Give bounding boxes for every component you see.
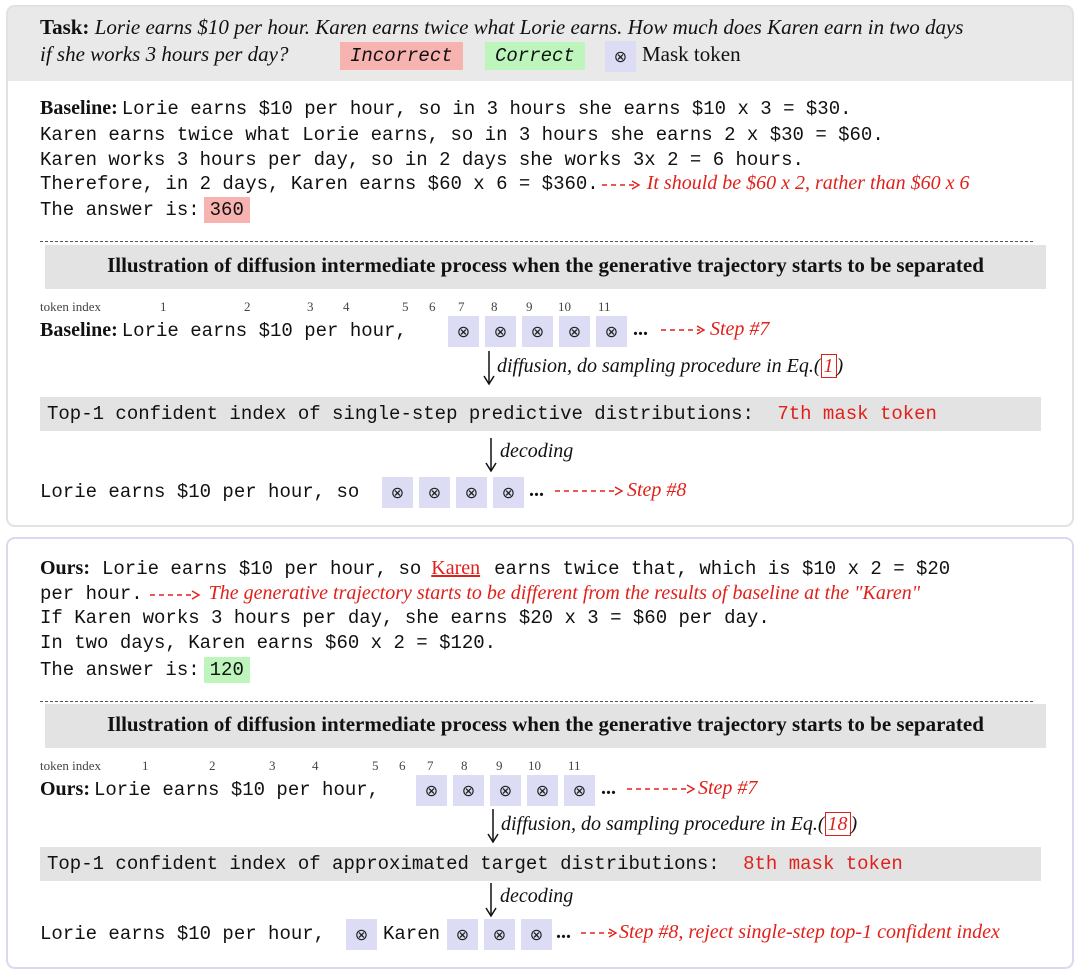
- baseline-step7-note: Step #7: [710, 318, 770, 340]
- ours-diffusion-close: ): [850, 813, 858, 835]
- baseline-line-3: Karen works 3 hours per day, so in 2 days she works 3x 2 = 6 hours.: [40, 149, 804, 171]
- token-index: 7: [458, 299, 465, 314]
- ours-line-1: [40, 557, 950, 580]
- mask-token: ⊗: [456, 477, 487, 508]
- ours-answer-label: The answer is:: [40, 659, 200, 681]
- baseline-label: Baseline:: [40, 97, 118, 119]
- ours-illustration-bar: [45, 704, 1046, 748]
- baseline-top1-bar: [40, 397, 1041, 431]
- separator: [40, 241, 1033, 242]
- dashed-arrow-icon: [660, 324, 708, 336]
- legend-mask-label: Mask token: [642, 42, 741, 66]
- down-arrow-icon: [482, 350, 496, 386]
- mask-token: ⊗: [416, 775, 447, 806]
- mask-token: ⊗: [522, 316, 553, 347]
- token-index: 1: [160, 299, 167, 314]
- ours-step7-label: Ours:: [40, 778, 90, 800]
- ours-text-1b: earns twice that, which is $10 x 2 = $20: [494, 558, 951, 580]
- token-index: 11: [598, 299, 611, 314]
- task-text-2: if she works 3 hours per day?: [40, 42, 289, 66]
- token-index: 9: [526, 299, 533, 314]
- token-index-label: token index: [40, 299, 102, 314]
- ours-top1-text: Top-1 confident index of approximated target distributions:: [47, 853, 720, 875]
- task-line-1: [40, 15, 963, 40]
- token-index: 4: [343, 299, 350, 314]
- baseline-answer-row: [40, 199, 250, 221]
- baseline-answer-value: 360: [204, 197, 250, 223]
- ours-line-3: If Karen works 3 hours per day, she earns $20 x 3 = $60 per day.: [40, 607, 770, 629]
- baseline-text-4: Therefore, in 2 days, Karen earns $60 x 6 = $360.: [40, 173, 599, 195]
- token-index: 3: [269, 758, 276, 773]
- mask-token: ⊗: [447, 919, 478, 950]
- baseline-line-2: Karen earns twice what Lorie earns, so in 3 hours she earns 2 x $30 = $60.: [40, 124, 884, 146]
- baseline-eq-ref: 1: [821, 354, 837, 378]
- ellipsis: ...: [601, 777, 616, 799]
- legend-incorrect: Incorrect: [340, 42, 463, 70]
- token-index: 4: [312, 758, 319, 773]
- down-arrow-icon: [484, 437, 498, 473]
- token-index: 6: [429, 299, 436, 314]
- ours-text-1a: Lorie earns $10 per hour, so: [102, 558, 422, 580]
- token-index: 5: [402, 299, 409, 314]
- token-index: 8: [461, 758, 468, 773]
- ellipsis: ...: [633, 318, 648, 340]
- baseline-step8-note: Step #8: [627, 479, 687, 501]
- mask-token: ⊗: [596, 316, 627, 347]
- mask-token: ⊗: [559, 316, 590, 347]
- baseline-illustration-title: Illustration of diffusion intermediate process when the generative trajectory starts to be separated: [107, 253, 984, 277]
- dashed-arrow-icon: [626, 783, 698, 795]
- baseline-line-4: [40, 172, 969, 195]
- baseline-decoding-caption: decoding: [500, 440, 574, 462]
- ours-karen-highlight: Karen: [431, 557, 481, 579]
- ours-top1-row: [47, 853, 903, 875]
- mask-token: ⊗: [527, 775, 558, 806]
- ours-top1-value: 8th mask token: [743, 853, 903, 875]
- task-text-1: Lorie earns $10 per hour. Karen earns twice what Lorie earns. How much does Karen earn in two days: [94, 15, 964, 39]
- token-index: 10: [528, 758, 541, 773]
- token-index: 7: [427, 758, 434, 773]
- separator: [40, 701, 1033, 702]
- ours-top1-bar: [40, 847, 1041, 881]
- ours-decoding-caption: decoding: [500, 885, 574, 907]
- baseline-step7-row: [40, 319, 407, 342]
- ours-step7-note: Step #7: [698, 777, 758, 799]
- ours-step8-karen: Karen: [383, 923, 441, 945]
- legend-mask-icon: [605, 41, 636, 72]
- dashed-arrow-icon: [554, 485, 626, 497]
- baseline-step8-text: Lorie earns $10 per hour, so: [40, 481, 360, 503]
- baseline-top1-row: [47, 403, 937, 425]
- baseline-top1-text: Top-1 confident index of single-step predictive distributions:: [47, 403, 754, 425]
- mask-token: ⊗: [490, 775, 521, 806]
- ours-diffusion-text: diffusion, do sampling procedure in Eq.(: [501, 813, 825, 835]
- mask-token: ⊗: [346, 919, 377, 950]
- mask-token: ⊗: [484, 919, 515, 950]
- task-label: Task:: [40, 15, 90, 39]
- mask-token: ⊗: [448, 316, 479, 347]
- token-index: 2: [244, 299, 251, 314]
- ellipsis: ...: [529, 479, 544, 501]
- baseline-answer-label: The answer is:: [40, 199, 200, 221]
- baseline-step7-text: Lorie earns $10 per hour,: [121, 320, 407, 342]
- ellipsis: ...: [556, 921, 571, 943]
- baseline-illustration-bar: [45, 245, 1046, 289]
- mask-token: ⊗: [564, 775, 595, 806]
- mask-symbol: ⊗: [613, 46, 628, 66]
- baseline-diffusion-caption: [497, 355, 843, 378]
- baseline-diffusion-close: ): [836, 355, 844, 377]
- ours-text-2a: per hour.: [40, 583, 143, 605]
- ours-step8-text: Lorie earns $10 per hour,: [40, 923, 326, 945]
- token-index: 6: [399, 758, 406, 773]
- ours-answer-row: [40, 659, 250, 681]
- baseline-text-1: Lorie earns $10 per hour, so in 3 hours she earns $10 x 3 = $30.: [121, 98, 852, 120]
- ours-label: Ours:: [40, 557, 90, 579]
- token-index: 5: [372, 758, 379, 773]
- baseline-diffusion-text: diffusion, do sampling procedure in Eq.(: [497, 355, 821, 377]
- mask-token: ⊗: [419, 477, 450, 508]
- ours-illustration-title: Illustration of diffusion intermediate process when the generative trajectory starts to be separated: [107, 712, 984, 736]
- baseline-step7-label: Baseline:: [40, 319, 118, 341]
- legend-correct: Correct: [485, 42, 585, 70]
- token-index: 8: [491, 299, 498, 314]
- down-arrow-icon: [486, 808, 500, 844]
- dashed-arrow-icon: [147, 589, 205, 601]
- ours-step8-note: Step #8, reject single-step top-1 confident index: [619, 921, 1000, 943]
- mask-token: ⊗: [521, 919, 552, 950]
- mask-token: ⊗: [485, 316, 516, 347]
- ours-answer-value: 120: [204, 657, 250, 683]
- mask-token: ⊗: [493, 477, 524, 508]
- ours-line-4: In two days, Karen earns $60 x 2 = $120.: [40, 632, 497, 654]
- baseline-error-note: It should be $60 x 2, rather than $60 x 6: [646, 172, 970, 194]
- token-index-label: token index: [40, 758, 102, 773]
- baseline-top1-value: 7th mask token: [777, 403, 937, 425]
- token-index: 9: [496, 758, 503, 773]
- down-arrow-icon: [484, 882, 498, 918]
- token-index: 11: [568, 758, 581, 773]
- dashed-arrow-icon: [580, 927, 620, 939]
- ours-step7-text: Lorie earns $10 per hour,: [94, 779, 380, 801]
- ours-step7-row: [40, 778, 379, 801]
- ours-diffusion-caption: [501, 813, 857, 836]
- token-index: 1: [142, 758, 149, 773]
- baseline-line-1: [40, 97, 852, 120]
- ours-eq-ref: 18: [825, 812, 851, 836]
- ours-trajectory-note: The generative trajectory starts to be different from the results of baseline at the "Karen": [208, 582, 921, 604]
- mask-token: ⊗: [382, 477, 413, 508]
- ours-line-2: [40, 582, 920, 605]
- token-index: 3: [307, 299, 314, 314]
- token-index: 2: [209, 758, 216, 773]
- dashed-arrow-icon: [601, 179, 643, 191]
- mask-token: ⊗: [453, 775, 484, 806]
- token-index: 10: [558, 299, 571, 314]
